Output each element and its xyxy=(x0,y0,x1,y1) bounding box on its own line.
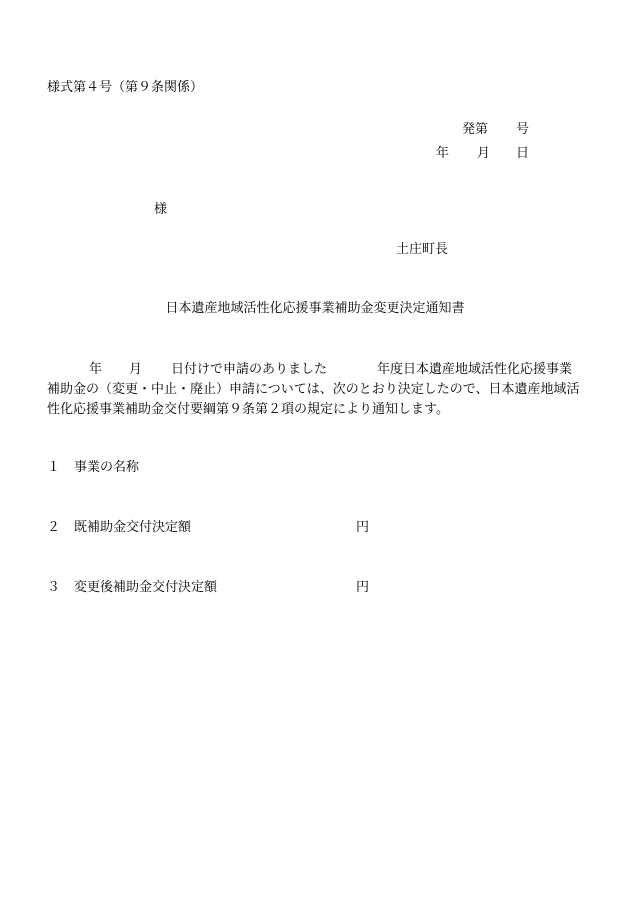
item-unit: 円 xyxy=(356,520,370,535)
addressee-honorific: 様 xyxy=(154,202,168,217)
notice-body xyxy=(47,360,597,420)
body-line-2: 補助金の（変更・中止・廃止）申請については、次のとおり決定したので、日本遺産地域活 xyxy=(47,382,580,397)
issue-number-line xyxy=(380,122,530,146)
issue-date-day: 日 xyxy=(516,146,530,161)
issue-number-prefix: 発第 xyxy=(462,122,489,137)
item-number: ２ xyxy=(47,520,61,535)
body-line-3: 性化応援事業補助金交付要綱第９条第２項の規定により通知します。 xyxy=(47,402,449,417)
item-label: 事業の名称 xyxy=(74,460,140,475)
item-number: ３ xyxy=(47,580,61,595)
item-label: 既補助金交付決定額 xyxy=(74,520,192,535)
issue-number-suffix: 号 xyxy=(516,122,530,137)
issue-date-month: 月 xyxy=(477,146,491,161)
item-number: １ xyxy=(47,460,61,475)
body-dated-request: 日付けで申請のありました xyxy=(171,362,328,377)
body-request-month: 月 xyxy=(129,362,143,377)
item-unit: 円 xyxy=(356,580,370,595)
issue-date-line xyxy=(380,146,530,170)
sender-name: 土庄町長 xyxy=(396,242,449,257)
body-program-name: 年度日本遺産地域活性化応援事業 xyxy=(377,362,573,377)
body-line-1 xyxy=(47,360,597,380)
form-number: 様式第４号（第９条関係） xyxy=(47,80,204,95)
issue-date-year: 年 xyxy=(436,146,450,161)
document-title: 日本遺産地域活性化応援事業補助金変更決定通知書 xyxy=(165,301,465,316)
issue-number-and-date xyxy=(380,122,530,170)
body-request-year: 年 xyxy=(89,362,103,377)
item-label: 変更後補助金交付決定額 xyxy=(74,580,218,595)
